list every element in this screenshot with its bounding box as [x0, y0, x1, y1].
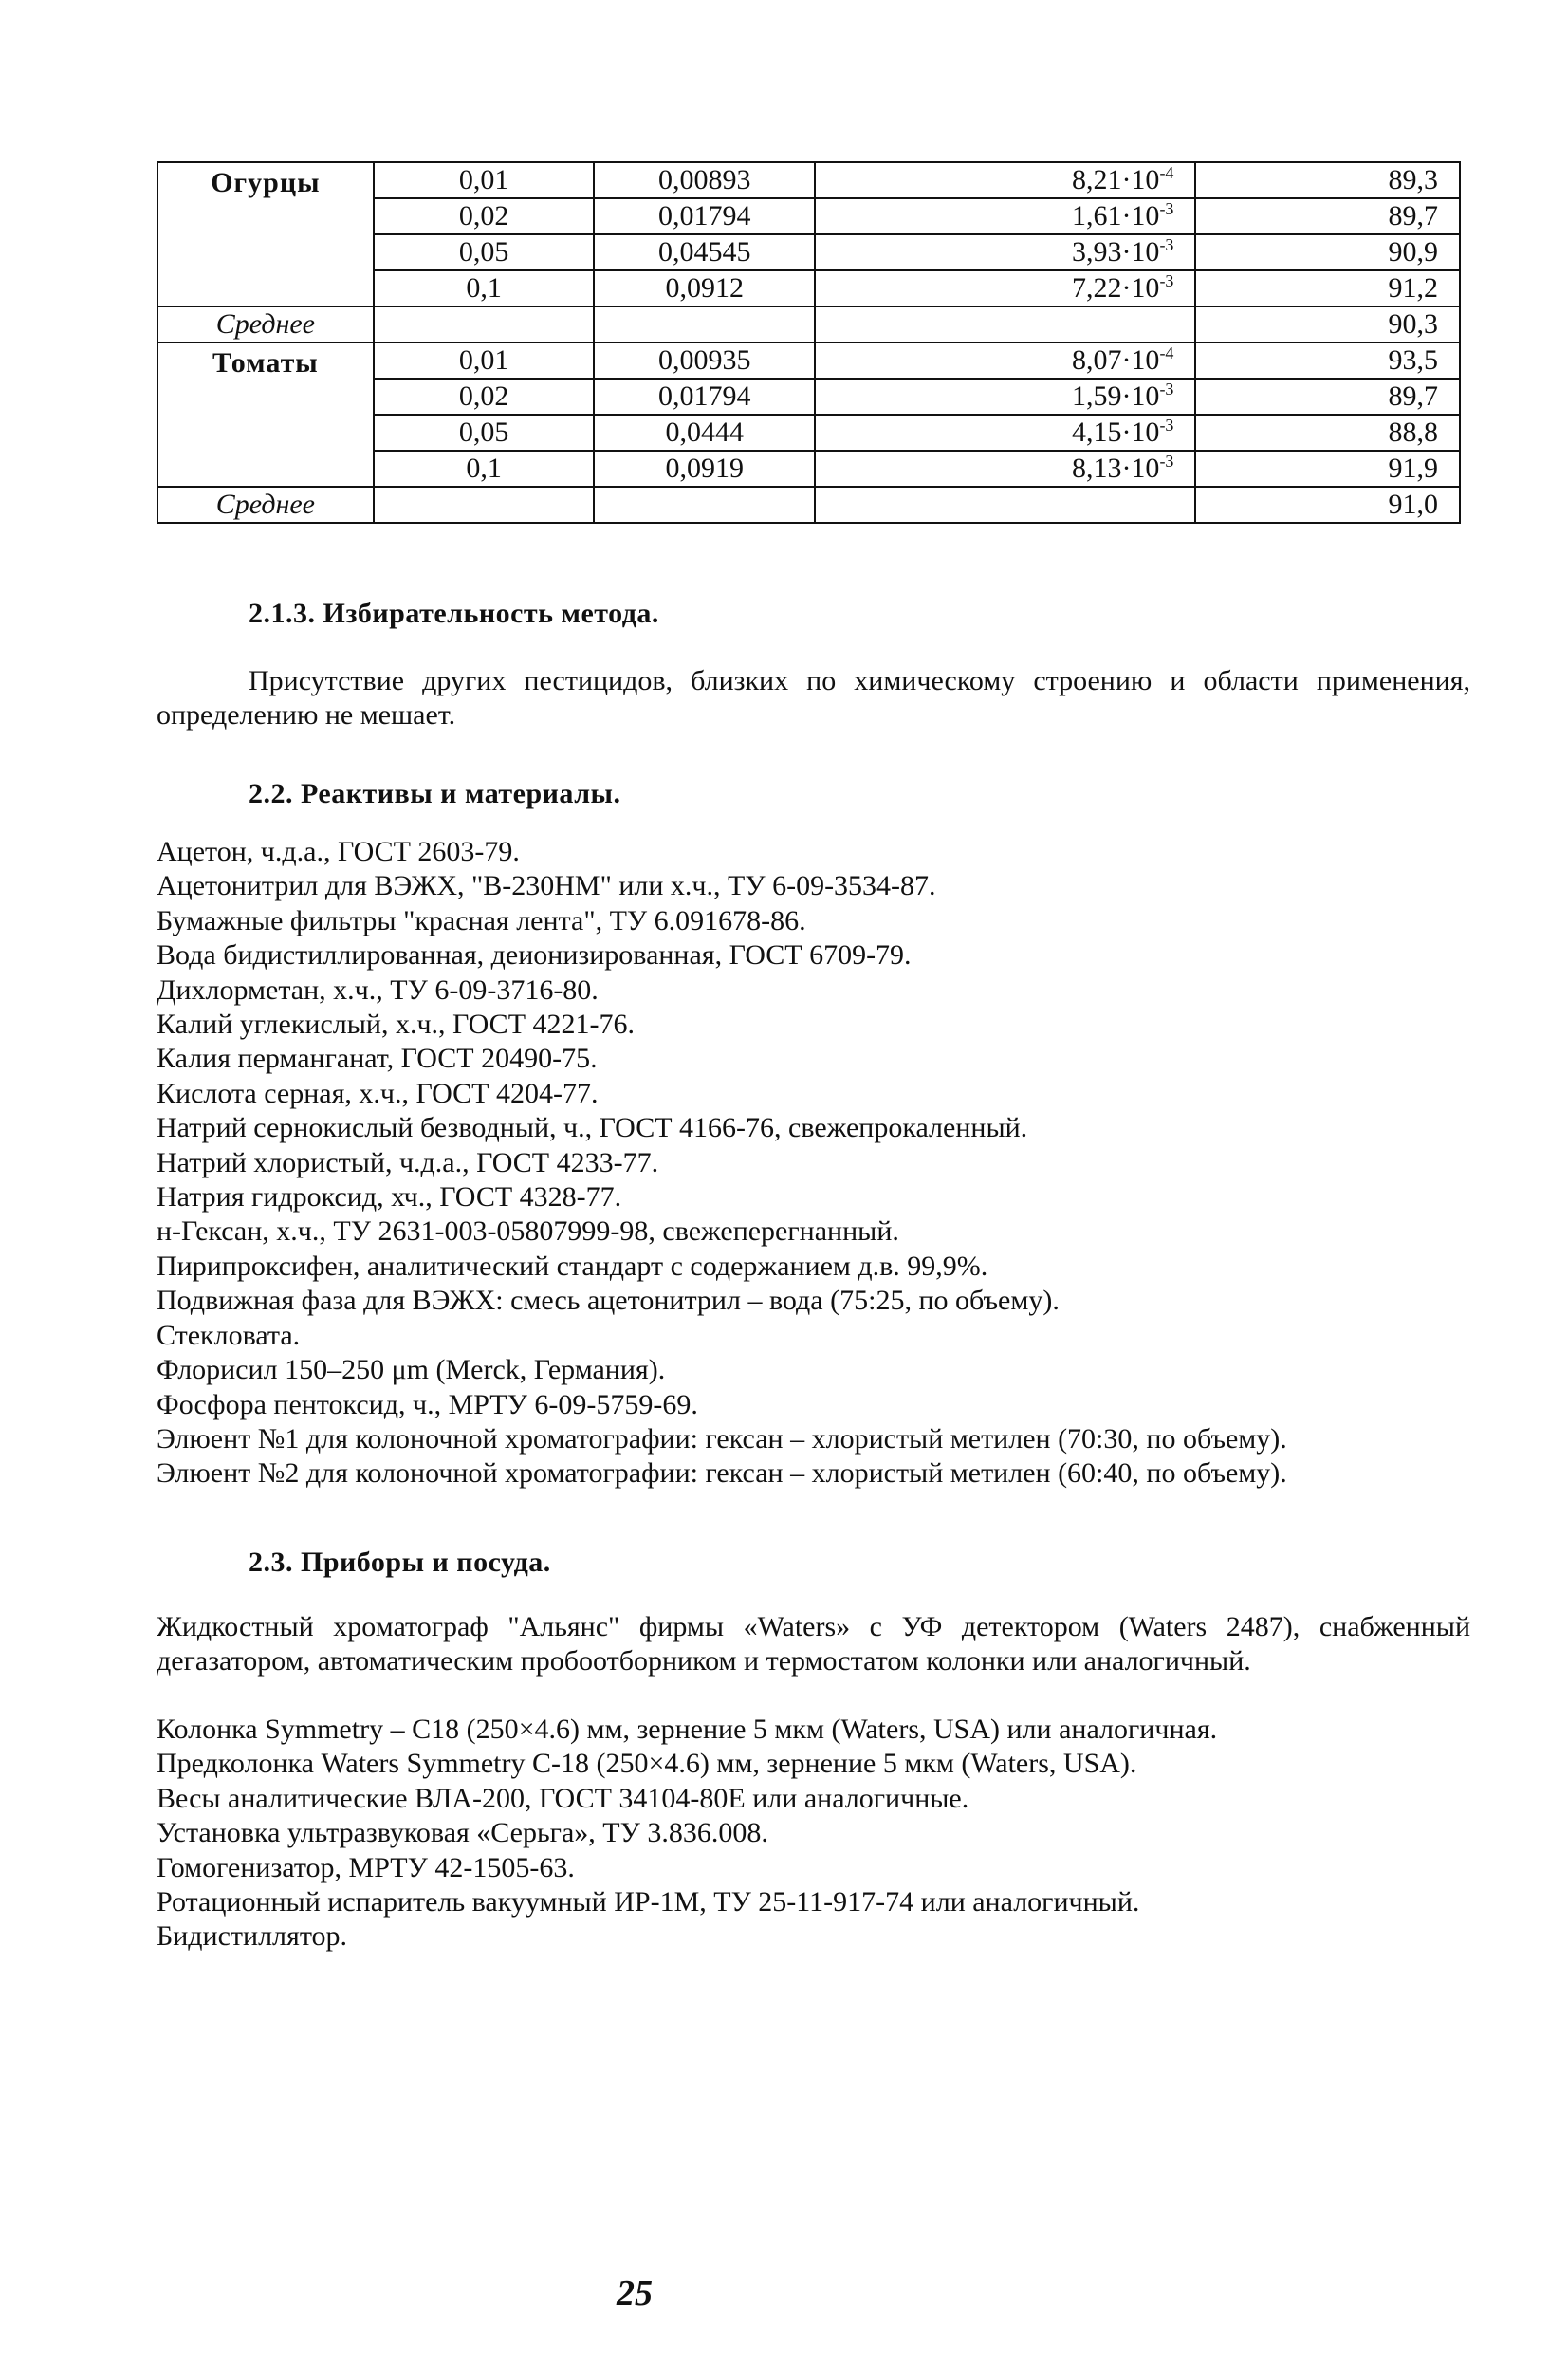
equipment-item: Колонка Symmetry – C18 (250×4.6) мм, зернение 5 мкм (Waters, USA) или аналогичная.	[157, 1714, 1218, 1745]
reagent-item: Натрий хлористый, ч.д.а., ГОСТ 4233-77.	[157, 1146, 659, 1178]
found-cell: 0,01794	[594, 379, 815, 415]
section-2-2-heading: 2.2. Реактивы и материалы.	[249, 778, 621, 809]
recovery-table	[157, 161, 1461, 524]
added-cell: 0,02	[374, 198, 595, 234]
reagent-item: Пирипроксифен, аналитический стандарт с содержанием д.в. 99,9%.	[157, 1250, 988, 1282]
average-label: Среднее	[157, 487, 374, 523]
reagent-item: Подвижная фаза для ВЭЖХ: смесь ацетонитрил – вода (75:25, по объему).	[157, 1285, 1060, 1317]
equipment-item: Бидистиллятор.	[157, 1920, 348, 1953]
std-deviation-exponent: -3	[1159, 235, 1174, 254]
reagent-item: Бумажные фильтры "красная лента", ТУ 6.091678-86.	[157, 904, 806, 936]
recovery-cell: 88,8	[1195, 415, 1460, 451]
found-cell: 0,0912	[594, 270, 815, 306]
reagent-item: Натрия гидроксид, хч., ГОСТ 4328-77.	[157, 1181, 622, 1214]
std-deviation-mantissa: 8,21·10	[1071, 164, 1160, 195]
std-deviation-mantissa: 3,93·10	[1071, 236, 1160, 268]
reagent-item: Флорисил 150–250 μm (Merck, Германия).	[157, 1354, 666, 1386]
added-cell: 0,01	[374, 162, 595, 198]
std-deviation-cell	[815, 343, 1195, 379]
recovery-cell: 89,7	[1195, 198, 1460, 234]
std-deviation-cell	[815, 451, 1195, 487]
page-number: 25	[617, 2273, 653, 2313]
added-cell: 0,01	[374, 343, 595, 379]
empty-cell	[815, 487, 1195, 523]
average-row	[157, 487, 1460, 523]
equipment-item: Установка ультразвуковая «Серьга», ТУ 3.836.008.	[157, 1817, 768, 1849]
std-deviation-mantissa: 7,22·10	[1071, 272, 1160, 304]
reagents-list	[157, 835, 1470, 1492]
reagent-item: Стекловата.	[157, 1319, 301, 1351]
empty-cell	[594, 306, 815, 343]
added-cell: 0,1	[374, 270, 595, 306]
found-cell: 0,01794	[594, 198, 815, 234]
recovery-cell: 91,9	[1195, 451, 1460, 487]
reagent-item: Дихлорметан, х.ч., ТУ 6-09-3716-80.	[157, 973, 599, 1006]
section-2-1-3-heading: 2.1.3. Избирательность метода.	[249, 598, 659, 629]
empty-cell	[594, 487, 815, 523]
std-deviation-mantissa: 1,61·10	[1071, 200, 1160, 232]
reagent-item: н-Гексан, х.ч., ТУ 2631-003-05807999-98, свежеперегнанный.	[157, 1215, 899, 1248]
std-deviation-exponent: -3	[1159, 271, 1174, 290]
table-row	[157, 343, 1460, 379]
product-cell: Огурцы	[157, 162, 374, 306]
reagent-item: Натрий сернокислый безводный, ч., ГОСТ 4166-76, свежепрокаленный.	[157, 1112, 1028, 1144]
average-value: 90,3	[1195, 306, 1460, 343]
recovery-cell: 89,7	[1195, 379, 1460, 415]
found-cell: 0,04545	[594, 234, 815, 270]
section-2-3-heading: 2.3. Приборы и посуда.	[249, 1547, 551, 1578]
equipment-intro-paragraph: Жидкостный хроматограф "Альянс" фирмы «Waters» с УФ детектором (Waters 2487), снабженный дегазатором, автоматическим пробоотборником и термостатом колонки или аналогичный.	[157, 1611, 1470, 1677]
reagent-item: Ацетонитрил для ВЭЖХ, "В-230НМ" или х.ч., ТУ 6-09-3534-87.	[157, 870, 936, 902]
equipment-item: Гомогенизатор, МРТУ 42-1505-63.	[157, 1851, 575, 1883]
equipment-item: Предколонка Waters Symmetry C-18 (250×4.6) мм, зернение 5 мкм (Waters, USA).	[157, 1748, 1137, 1780]
table-row	[157, 162, 1460, 198]
recovery-cell: 91,2	[1195, 270, 1460, 306]
found-cell: 0,00893	[594, 162, 815, 198]
std-deviation-mantissa: 8,07·10	[1071, 344, 1160, 376]
std-deviation-cell	[815, 162, 1195, 198]
product-cell: Томаты	[157, 343, 374, 487]
equipment-item: Весы аналитические ВЛА-200, ГОСТ 34104-80Е или аналогичные.	[157, 1782, 969, 1814]
recovery-cell: 93,5	[1195, 343, 1460, 379]
reagent-item: Фосфора пентоксид, ч., МРТУ 6-09-5759-69.	[157, 1388, 698, 1420]
found-cell: 0,0919	[594, 451, 815, 487]
std-deviation-cell	[815, 198, 1195, 234]
std-deviation-exponent: -3	[1159, 416, 1174, 435]
empty-cell	[815, 306, 1195, 343]
std-deviation-mantissa: 8,13·10	[1071, 453, 1160, 484]
added-cell: 0,05	[374, 234, 595, 270]
std-deviation-exponent: -4	[1159, 163, 1174, 182]
recovery-cell: 90,9	[1195, 234, 1460, 270]
reagent-item: Элюент №1 для колоночной хроматографии: гексан – хлористый метилен (70:30, по объему).	[157, 1422, 1287, 1455]
std-deviation-cell	[815, 415, 1195, 451]
reagent-item: Калия перманганат, ГОСТ 20490-75.	[157, 1043, 598, 1075]
reagent-item: Вода бидистиллированная, деионизированная, ГОСТ 6709-79.	[157, 939, 912, 972]
std-deviation-mantissa: 1,59·10	[1071, 380, 1160, 412]
equipment-item: Ротационный испаритель вакуумный ИР-1М, ТУ 25-11-917-74 или аналогичный.	[157, 1886, 1140, 1918]
added-cell: 0,05	[374, 415, 595, 451]
selectivity-paragraph: Присутствие других пестицидов, близких по химическому строению и области применения, определению не мешает.	[157, 665, 1470, 731]
std-deviation-exponent: -3	[1159, 199, 1174, 218]
recovery-cell: 89,3	[1195, 162, 1460, 198]
recovery-table-body	[157, 162, 1460, 523]
added-cell: 0,02	[374, 379, 595, 415]
average-label: Среднее	[157, 306, 374, 343]
equipment-list	[157, 1713, 1470, 1955]
empty-cell	[374, 487, 595, 523]
empty-cell	[374, 306, 595, 343]
added-cell: 0,1	[374, 451, 595, 487]
std-deviation-mantissa: 4,15·10	[1071, 417, 1160, 448]
std-deviation-exponent: -4	[1159, 343, 1174, 362]
std-deviation-exponent: -3	[1159, 452, 1174, 471]
reagent-item: Ацетон, ч.д.а., ГОСТ 2603-79.	[157, 836, 520, 867]
average-row	[157, 306, 1460, 343]
average-value: 91,0	[1195, 487, 1460, 523]
reagent-item: Элюент №2 для колоночной хроматографии: гексан – хлористый метилен (60:40, по объему).	[157, 1457, 1287, 1490]
std-deviation-cell	[815, 379, 1195, 415]
found-cell: 0,0444	[594, 415, 815, 451]
reagent-item: Кислота серная, х.ч., ГОСТ 4204-77.	[157, 1077, 599, 1109]
found-cell: 0,00935	[594, 343, 815, 379]
std-deviation-exponent: -3	[1159, 380, 1174, 399]
reagent-item: Калий углекислый, х.ч., ГОСТ 4221-76.	[157, 1009, 636, 1041]
std-deviation-cell	[815, 270, 1195, 306]
std-deviation-cell	[815, 234, 1195, 270]
